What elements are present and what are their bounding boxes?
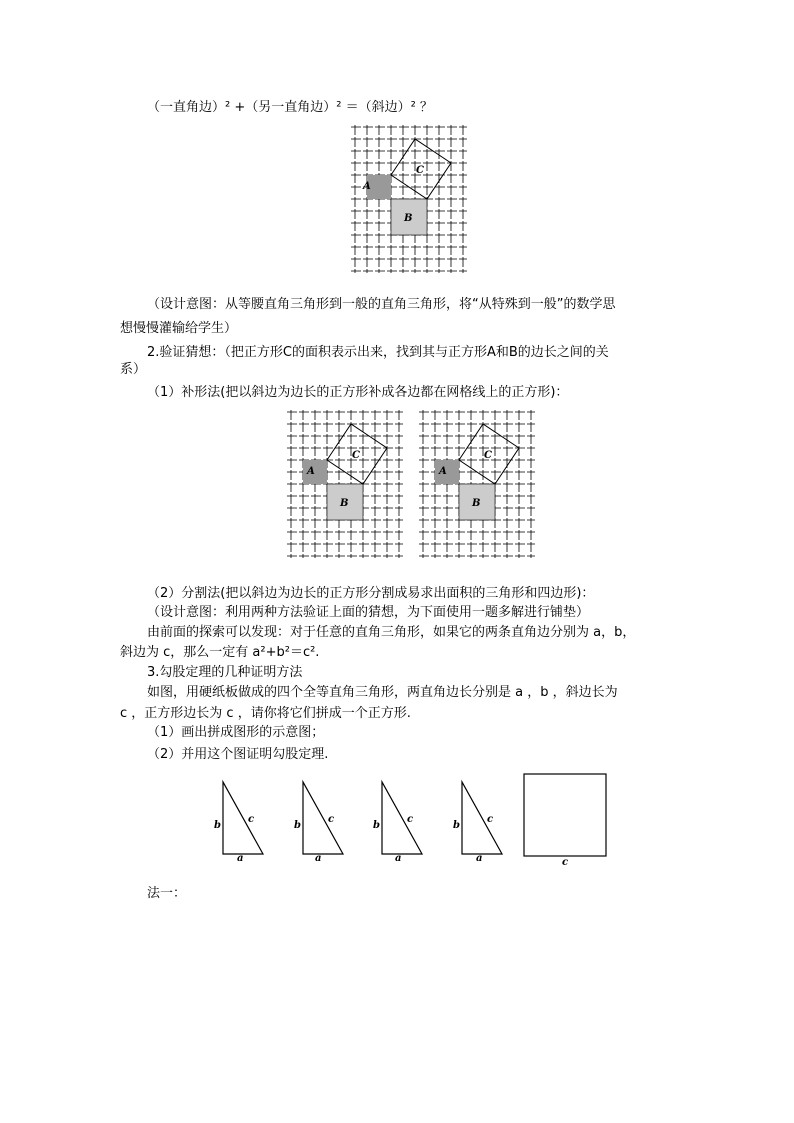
grid-figure-2 (286, 410, 398, 560)
section2-line1: 2.验证猜想：（把正方形C的面积表示出来，找到其与正方形A和B的边长之间的关 (147, 345, 609, 360)
square-label-c: c (562, 857, 569, 868)
triangle-2 (294, 782, 343, 864)
label-a: A (439, 466, 447, 477)
label-b: B (404, 213, 413, 224)
discovery-line2: 斜边为 c，那么一定有 a²+b²＝c². (120, 645, 320, 660)
triangle-label-c: c (248, 814, 255, 825)
header-formula: （一直角边）² +（另一直角边）² ＝（斜边）² ？ (147, 100, 433, 115)
section3-line1: 如图，用硬纸板做成的四个全等直角三角形，两直角边长分别是 a ，b ，斜边长为 (147, 685, 618, 700)
task-1: （1）画出拼成图形的示意图； (147, 725, 325, 740)
label-a: A (307, 466, 315, 477)
label-c: C (416, 165, 424, 176)
triangle-label-a: a (476, 853, 483, 864)
triangle-label-b: b (373, 820, 380, 831)
method1-text: （1）补形法(把以斜边为边长的正方形补成各边都在网格线上的正方形)： (147, 385, 569, 400)
grid-figure-1 (350, 125, 462, 275)
label-b: B (472, 498, 481, 509)
triangle-4 (453, 782, 502, 864)
task-2: （2）并用这个图证明勾股定理. (147, 747, 329, 762)
triangle-label-a: a (395, 853, 402, 864)
method2-text: （2）分割法(把以斜边为边长的正方形分割成易求出面积的三角形和四边形)： (147, 586, 595, 601)
section3-title: 3.勾股定理的几种证明方法 (147, 665, 303, 680)
triangle-label-a: a (315, 853, 322, 864)
label-a: A (363, 181, 371, 192)
triangle-label-b: b (453, 820, 460, 831)
grid-figure-3 (418, 410, 530, 560)
section2-line2: 系） (120, 362, 147, 377)
triangle-label-c: c (487, 814, 494, 825)
triangle-label-a: a (237, 853, 244, 864)
triangle-label-c: c (407, 814, 414, 825)
square-figure (524, 774, 606, 868)
label-b: B (340, 498, 349, 509)
design-intent-1-line2: 想慢慢灌输给学生） (120, 321, 238, 336)
section3-line2: c ，正方形边长为 c ，请你将它们拼成一个正方形. (120, 706, 411, 721)
label-c: C (352, 450, 360, 461)
discovery-line1: 由前面的探索可以发现：对于任意的直角三角形，如果它的两条直角边分别为 a，b， (147, 625, 636, 640)
label-c: C (484, 450, 492, 461)
design-intent-1-line1: （设计意图：从等腰直角三角形到一般的直角三角形，将“从特殊到一般”的数学思 (147, 297, 616, 312)
triangle-label-c: c (328, 814, 335, 825)
design-intent-2: （设计意图：利用两种方法验证上面的猜想，为下面使用一题多解进行铺垫） (147, 605, 590, 620)
triangle-label-b: b (294, 820, 301, 831)
triangle-3 (373, 782, 422, 864)
method-one-label: 法一： (147, 886, 187, 901)
triangle-label-b: b (214, 820, 221, 831)
triangles-figure (200, 770, 620, 870)
triangle-1 (214, 782, 263, 864)
